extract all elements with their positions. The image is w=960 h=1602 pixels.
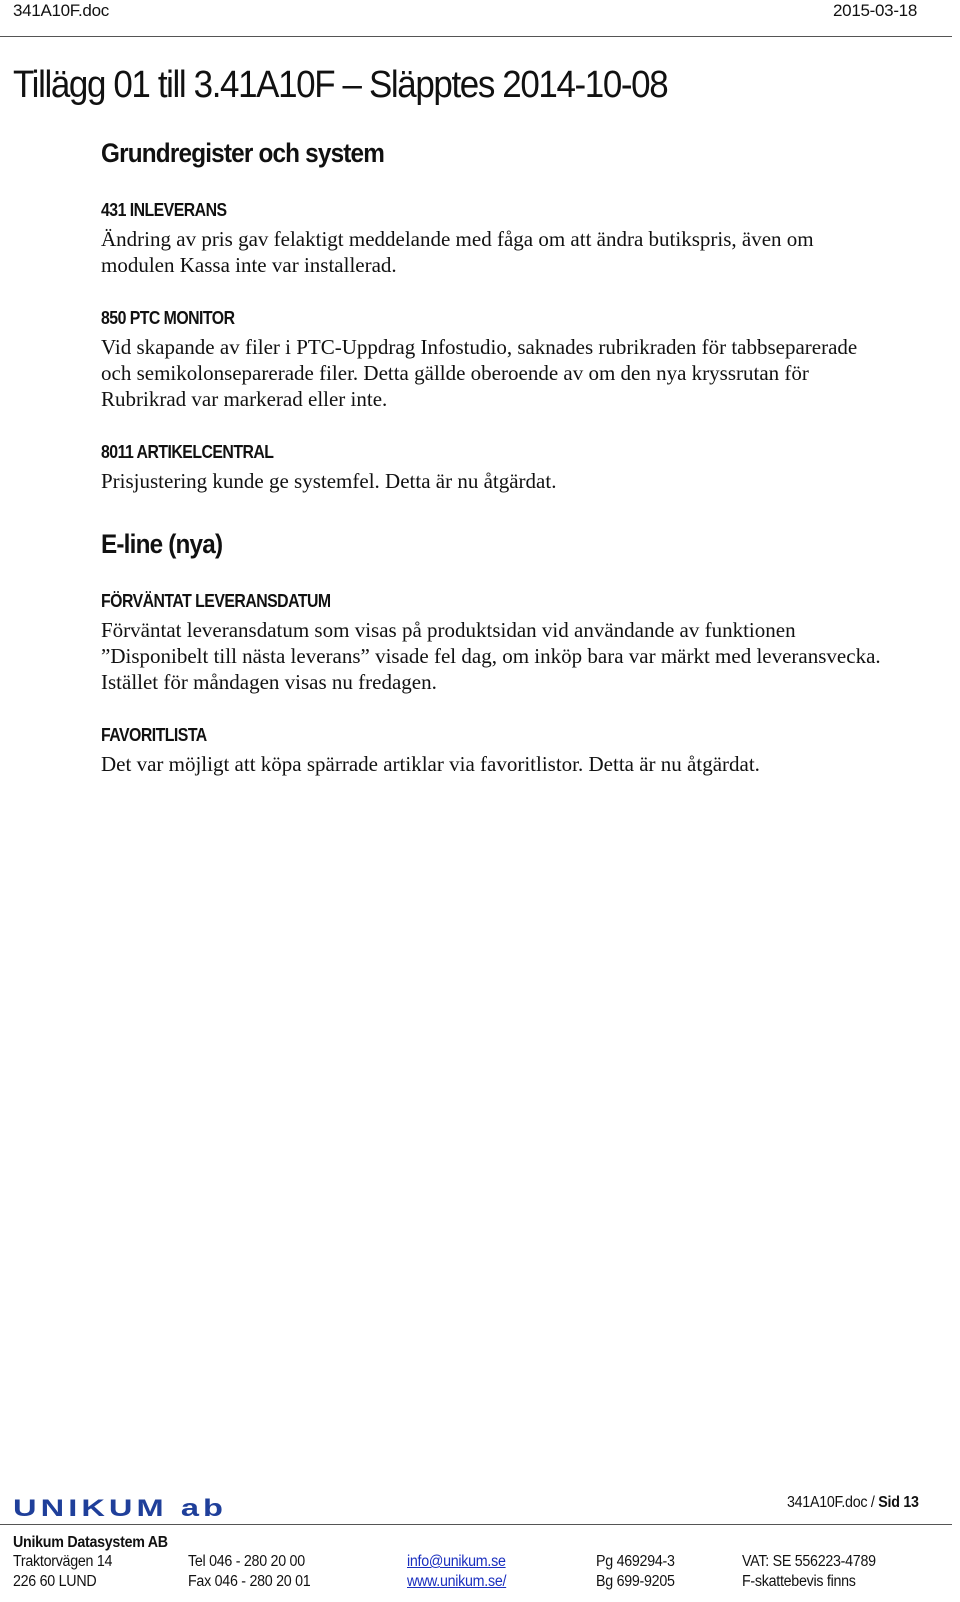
item-text-line: Vid skapande av filer i PTC-Uppdrag Infostudio, saknades rubrikraden för tabbseparerade [101, 335, 858, 359]
header-filename: 341A10F.doc [13, 1, 109, 20]
footer-rule [0, 1524, 952, 1525]
item-text-line: Istället för måndagen visas nu fredagen. [101, 670, 437, 694]
item-label-ptc-monitor: 850 PTC MONITOR [101, 308, 235, 328]
unikum-logo [13, 1494, 233, 1520]
document-title: Tillägg 01 till 3.41A10F – Släpptes 2014-10-08 [13, 64, 668, 106]
page-ref-file: 341A10F.doc [787, 1494, 868, 1511]
footer-bg: Bg 699-9205 [596, 1573, 675, 1590]
page-ref-page: Sid 13 [878, 1494, 919, 1511]
item-label-leveransdatum: FÖRVÄNTAT LEVERANSDATUM [101, 591, 331, 611]
footer-address-1: Traktorvägen 14 [13, 1553, 113, 1570]
item-label-favoritlista: FAVORITLISTA [101, 725, 207, 745]
item-label-inleverans: 431 INLEVERANS [101, 200, 227, 220]
page-reference [787, 1494, 919, 1512]
footer-company: Unikum Datasystem AB [13, 1534, 168, 1551]
footer-address-2: 226 60 LUND [13, 1573, 97, 1590]
section-heading-eline: E-line (nya) [101, 529, 223, 559]
footer-web-link[interactable]: www.unikum.se/ [407, 1573, 507, 1590]
page-ref-sep: / [867, 1494, 879, 1511]
footer-fskatt: F-skattebevis finns [742, 1573, 856, 1590]
item-text-line: Prisjustering kunde ge systemfel. Detta är nu åtgärdat. [101, 469, 557, 493]
footer-vat: VAT: SE 556223-4789 [742, 1553, 876, 1570]
item-text-line: Ändring av pris gav felaktigt meddelande med fåga om att ändra butikspris, även om [101, 227, 814, 251]
item-text-line: Förväntat leveransdatum som visas på produktsidan vid användande av funktionen [101, 618, 796, 642]
item-text-line: Rubrikrad var markerad eller inte. [101, 387, 388, 411]
item-text-line: och semikolonseparerade filer. Detta gällde oberoende av om den nya kryssrutan för [101, 361, 809, 385]
footer-email-link[interactable]: info@unikum.se [407, 1553, 506, 1570]
header-date: 2015-03-18 [833, 1, 917, 20]
header-rule [0, 36, 952, 37]
footer-fax: Fax 046 - 280 20 01 [188, 1573, 311, 1590]
item-text-line: modulen Kassa inte var installerad. [101, 253, 397, 277]
section-heading-grundregister: Grundregister och system [101, 138, 385, 168]
item-label-artikelcentral: 8011 ARTIKELCENTRAL [101, 442, 274, 462]
footer-pg: Pg 469294-3 [596, 1553, 675, 1570]
unikum-logo-text: UNIKUM ab [13, 1495, 227, 1520]
item-text-line: ”Disponibelt till nästa leverans” visade fel dag, om inköp bara var märkt med leveransvecka. [101, 644, 881, 668]
footer-tel: Tel 046 - 280 20 00 [188, 1553, 305, 1570]
item-text-line: Det var möjligt att köpa spärrade artiklar via favoritlistor. Detta är nu åtgärdat. [101, 752, 760, 776]
